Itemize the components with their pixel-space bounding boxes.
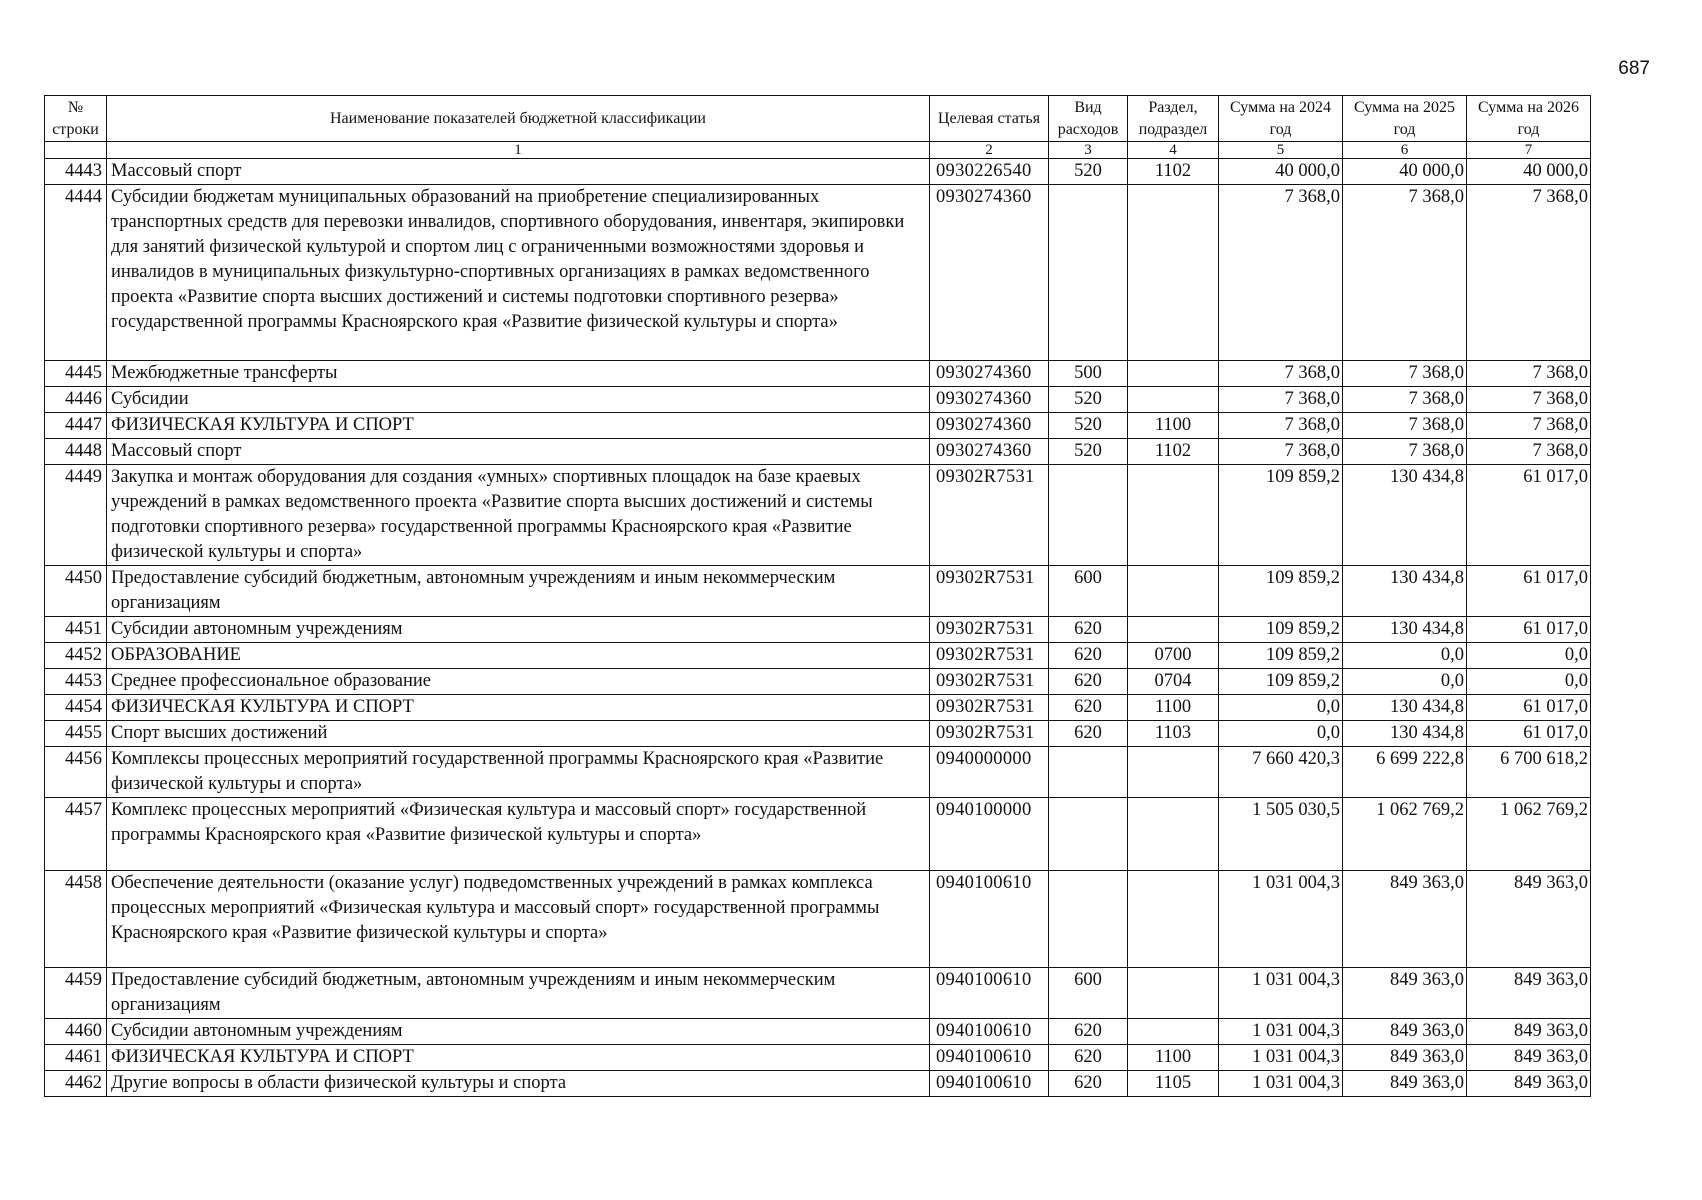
target-article: 0940100610 [930,968,1049,1019]
row-number: 4460 [45,1019,107,1045]
sum-2025: 130 434,8 [1343,465,1467,566]
expense-type [1049,798,1128,871]
sum-2024: 109 859,2 [1219,465,1343,566]
row-number: 4456 [45,747,107,798]
sum-2024: 109 859,2 [1219,566,1343,617]
table-row [45,439,1591,465]
indicator-name: Предоставление субсидий бюджетным, автономным учреждениям и иным некоммерческим организациям [107,566,930,617]
section-code [1128,798,1219,871]
sum-2025: 849 363,0 [1343,1071,1467,1097]
indicator-name: ОБРАЗОВАНИЕ [107,643,930,669]
section-code: 1102 [1128,159,1219,185]
table-row [45,387,1591,413]
sum-2025: 6 699 222,8 [1343,747,1467,798]
expense-type: 620 [1049,721,1128,747]
sum-2026: 849 363,0 [1467,1071,1591,1097]
column-number: 2 [930,142,1049,159]
indicator-name: Другие вопросы в области физической культуры и спорта [107,1071,930,1097]
table-row [45,465,1591,566]
sum-2024: 7 368,0 [1219,439,1343,465]
sum-2025: 849 363,0 [1343,968,1467,1019]
expense-type: 620 [1049,695,1128,721]
sum-2025: 7 368,0 [1343,439,1467,465]
sum-2026: 0,0 [1467,643,1591,669]
indicator-name: Субсидии автономным учреждениям [107,1019,930,1045]
table-row [45,617,1591,643]
row-number: 4447 [45,413,107,439]
expense-type [1049,465,1128,566]
row-number: 4455 [45,721,107,747]
page-number: 687 [1618,58,1650,79]
section-code [1128,871,1219,968]
column-number: 1 [107,142,930,159]
sum-2025: 130 434,8 [1343,721,1467,747]
expense-type: 620 [1049,1071,1128,1097]
target-article: 0940000000 [930,747,1049,798]
section-code [1128,387,1219,413]
section-code [1128,617,1219,643]
sum-2024: 7 368,0 [1219,361,1343,387]
column-number: 3 [1049,142,1128,159]
indicator-name: Субсидии [107,387,930,413]
expense-type: 620 [1049,617,1128,643]
row-number: 4452 [45,643,107,669]
indicator-name: ФИЗИЧЕСКАЯ КУЛЬТУРА И СПОРТ [107,413,930,439]
target-article: 0940100610 [930,1019,1049,1045]
header-row-no: № строки [45,96,107,142]
sum-2025: 130 434,8 [1343,566,1467,617]
sum-2024: 109 859,2 [1219,617,1343,643]
expense-type: 620 [1049,1019,1128,1045]
column-number-empty [45,142,107,159]
indicator-name: Межбюджетные трансферты [107,361,930,387]
target-article: 09302R7531 [930,721,1049,747]
sum-2025: 849 363,0 [1343,1045,1467,1071]
row-number: 4459 [45,968,107,1019]
table-row [45,1045,1591,1071]
sum-2026: 6 700 618,2 [1467,747,1591,798]
target-article: 0940100610 [930,1045,1049,1071]
table-row [45,871,1591,968]
row-number: 4461 [45,1045,107,1071]
column-number-row [45,142,1591,159]
table-row [45,361,1591,387]
column-number: 7 [1467,142,1591,159]
indicator-name: Обеспечение деятельности (оказание услуг) подведомственных учреждений в рамках комплекса процессных мероприятий «Физическая культура и массовый спорт» государственной программы Красноярского края «Развитие физической культуры и спорта» [107,871,930,968]
target-article: 09302R7531 [930,566,1049,617]
target-article: 09302R7531 [930,465,1049,566]
sum-2025: 849 363,0 [1343,1019,1467,1045]
section-code [1128,1019,1219,1045]
row-number: 4445 [45,361,107,387]
indicator-name: Массовый спорт [107,439,930,465]
indicator-name: ФИЗИЧЕСКАЯ КУЛЬТУРА И СПОРТ [107,1045,930,1071]
sum-2025: 130 434,8 [1343,617,1467,643]
sum-2026: 0,0 [1467,669,1591,695]
section-code [1128,465,1219,566]
table-row [45,159,1591,185]
sum-2024: 0,0 [1219,695,1343,721]
table-row [45,669,1591,695]
sum-2024: 109 859,2 [1219,669,1343,695]
header-kind: Вид расходов [1049,96,1128,142]
sum-2025: 7 368,0 [1343,387,1467,413]
target-article: 09302R7531 [930,695,1049,721]
target-article: 09302R7531 [930,643,1049,669]
table-row [45,566,1591,617]
table-row [45,643,1591,669]
sum-2024: 40 000,0 [1219,159,1343,185]
row-number: 4458 [45,871,107,968]
sum-2024: 1 031 004,3 [1219,871,1343,968]
sum-2026: 849 363,0 [1467,968,1591,1019]
indicator-name: Субсидии автономным учреждениям [107,617,930,643]
sum-2026: 849 363,0 [1467,871,1591,968]
sum-2025: 7 368,0 [1343,185,1467,361]
sum-2026: 61 017,0 [1467,721,1591,747]
sum-2026: 40 000,0 [1467,159,1591,185]
sum-2026: 1 062 769,2 [1467,798,1591,871]
section-code: 1100 [1128,413,1219,439]
sum-2024: 0,0 [1219,721,1343,747]
table-row [45,721,1591,747]
row-number: 4457 [45,798,107,871]
sum-2025: 40 000,0 [1343,159,1467,185]
section-code: 0704 [1128,669,1219,695]
sum-2024: 109 859,2 [1219,643,1343,669]
target-article: 09302R7531 [930,617,1049,643]
sum-2024: 7 368,0 [1219,413,1343,439]
indicator-name: ФИЗИЧЕСКАЯ КУЛЬТУРА И СПОРТ [107,695,930,721]
row-number: 4450 [45,566,107,617]
target-article: 0930274360 [930,387,1049,413]
sum-2026: 61 017,0 [1467,465,1591,566]
row-number: 4444 [45,185,107,361]
expense-type [1049,747,1128,798]
sum-2024: 1 031 004,3 [1219,1045,1343,1071]
target-article: 0940100610 [930,871,1049,968]
header-sum-2024: Сумма на 2024 год [1219,96,1343,142]
sum-2025: 7 368,0 [1343,361,1467,387]
expense-type: 520 [1049,387,1128,413]
row-number: 4453 [45,669,107,695]
sum-2024: 1 031 004,3 [1219,968,1343,1019]
expense-type: 520 [1049,439,1128,465]
sum-2026: 61 017,0 [1467,695,1591,721]
sum-2026: 7 368,0 [1467,413,1591,439]
expense-type: 500 [1049,361,1128,387]
expense-type: 520 [1049,159,1128,185]
sum-2026: 7 368,0 [1467,387,1591,413]
header-row [45,96,1591,142]
table-row [45,747,1591,798]
sum-2025: 0,0 [1343,669,1467,695]
indicator-name: Закупка и монтаж оборудования для создания «умных» спортивных площадок на базе краевых учреждений в рамках ведомственного проекта «Развитие спорта высших достижений и системы подготовки спортивного резерва» государственной программы Красноярского края «Развитие физической культуры и спорта» [107,465,930,566]
indicator-name: Комплексы процессных мероприятий государственной программы Красноярского края «Развитие физической культуры и спорта» [107,747,930,798]
table-row [45,968,1591,1019]
column-number: 6 [1343,142,1467,159]
header-code: Целевая статья [930,96,1049,142]
sum-2024: 7 368,0 [1219,387,1343,413]
sum-2026: 7 368,0 [1467,185,1591,361]
row-number: 4451 [45,617,107,643]
table-row [45,798,1591,871]
budget-table [44,95,1591,1097]
indicator-name: Массовый спорт [107,159,930,185]
table-row [45,185,1591,361]
target-article: 0930274360 [930,439,1049,465]
column-number: 5 [1219,142,1343,159]
row-number: 4448 [45,439,107,465]
sum-2026: 849 363,0 [1467,1019,1591,1045]
indicator-name: Среднее профессиональное образование [107,669,930,695]
sum-2025: 1 062 769,2 [1343,798,1467,871]
target-article: 0930274360 [930,361,1049,387]
section-code: 1100 [1128,695,1219,721]
sum-2026: 7 368,0 [1467,361,1591,387]
sum-2024: 7 660 420,3 [1219,747,1343,798]
column-number: 4 [1128,142,1219,159]
expense-type: 600 [1049,968,1128,1019]
sum-2024: 1 031 004,3 [1219,1071,1343,1097]
target-article: 0940100610 [930,1071,1049,1097]
header-sum-2026: Сумма на 2026 год [1467,96,1591,142]
section-code [1128,968,1219,1019]
table-row [45,695,1591,721]
expense-type: 620 [1049,669,1128,695]
sum-2024: 1 031 004,3 [1219,1019,1343,1045]
target-article: 0940100000 [930,798,1049,871]
row-number: 4446 [45,387,107,413]
section-code: 1100 [1128,1045,1219,1071]
expense-type: 620 [1049,643,1128,669]
sum-2025: 130 434,8 [1343,695,1467,721]
sum-2026: 7 368,0 [1467,439,1591,465]
target-article: 0930274360 [930,413,1049,439]
expense-type [1049,871,1128,968]
expense-type: 600 [1049,566,1128,617]
section-code [1128,361,1219,387]
sum-2026: 61 017,0 [1467,617,1591,643]
sum-2025: 7 368,0 [1343,413,1467,439]
sum-2025: 0,0 [1343,643,1467,669]
section-code: 1105 [1128,1071,1219,1097]
section-code: 1103 [1128,721,1219,747]
table-row [45,1071,1591,1097]
row-number: 4454 [45,695,107,721]
header-section: Раздел, подраздел [1128,96,1219,142]
expense-type: 620 [1049,1045,1128,1071]
target-article: 0930274360 [930,185,1049,361]
expense-type: 520 [1049,413,1128,439]
target-article: 09302R7531 [930,669,1049,695]
sum-2024: 1 505 030,5 [1219,798,1343,871]
row-number: 4443 [45,159,107,185]
indicator-name: Комплекс процессных мероприятий «Физическая культура и массовый спорт» государственной программы Красноярского края «Развитие физической культуры и спорта» [107,798,930,871]
section-code: 1102 [1128,439,1219,465]
section-code: 0700 [1128,643,1219,669]
indicator-name: Спорт высших достижений [107,721,930,747]
section-code [1128,747,1219,798]
table-row [45,413,1591,439]
table-row [45,1019,1591,1045]
indicator-name: Предоставление субсидий бюджетным, автономным учреждениям и иным некоммерческим организациям [107,968,930,1019]
header-sum-2025: Сумма на 2025 год [1343,96,1467,142]
sum-2026: 61 017,0 [1467,566,1591,617]
sum-2024: 7 368,0 [1219,185,1343,361]
target-article: 0930226540 [930,159,1049,185]
sum-2026: 849 363,0 [1467,1045,1591,1071]
table-body [45,159,1591,1097]
row-number: 4462 [45,1071,107,1097]
section-code [1128,566,1219,617]
header-name: Наименование показателей бюджетной классификации [107,96,930,142]
indicator-name: Субсидии бюджетам муниципальных образований на приобретение специализированных транспортных средств для перевозки инвалидов, спортивного оборудования, инвентаря, экипировки для занятий физической культурой и спортом лиц с ограниченными возможностями здоровья и инвалидов в муниципальных физкультурно-спортивных организациях в рамках ведомственного проекта «Развитие спорта высших достижений и системы подготовки спортивного резерва» государственной программы Красноярского края «Развитие физической культуры и спорта» [107,185,930,361]
expense-type [1049,185,1128,361]
sum-2025: 849 363,0 [1343,871,1467,968]
row-number: 4449 [45,465,107,566]
section-code [1128,185,1219,361]
